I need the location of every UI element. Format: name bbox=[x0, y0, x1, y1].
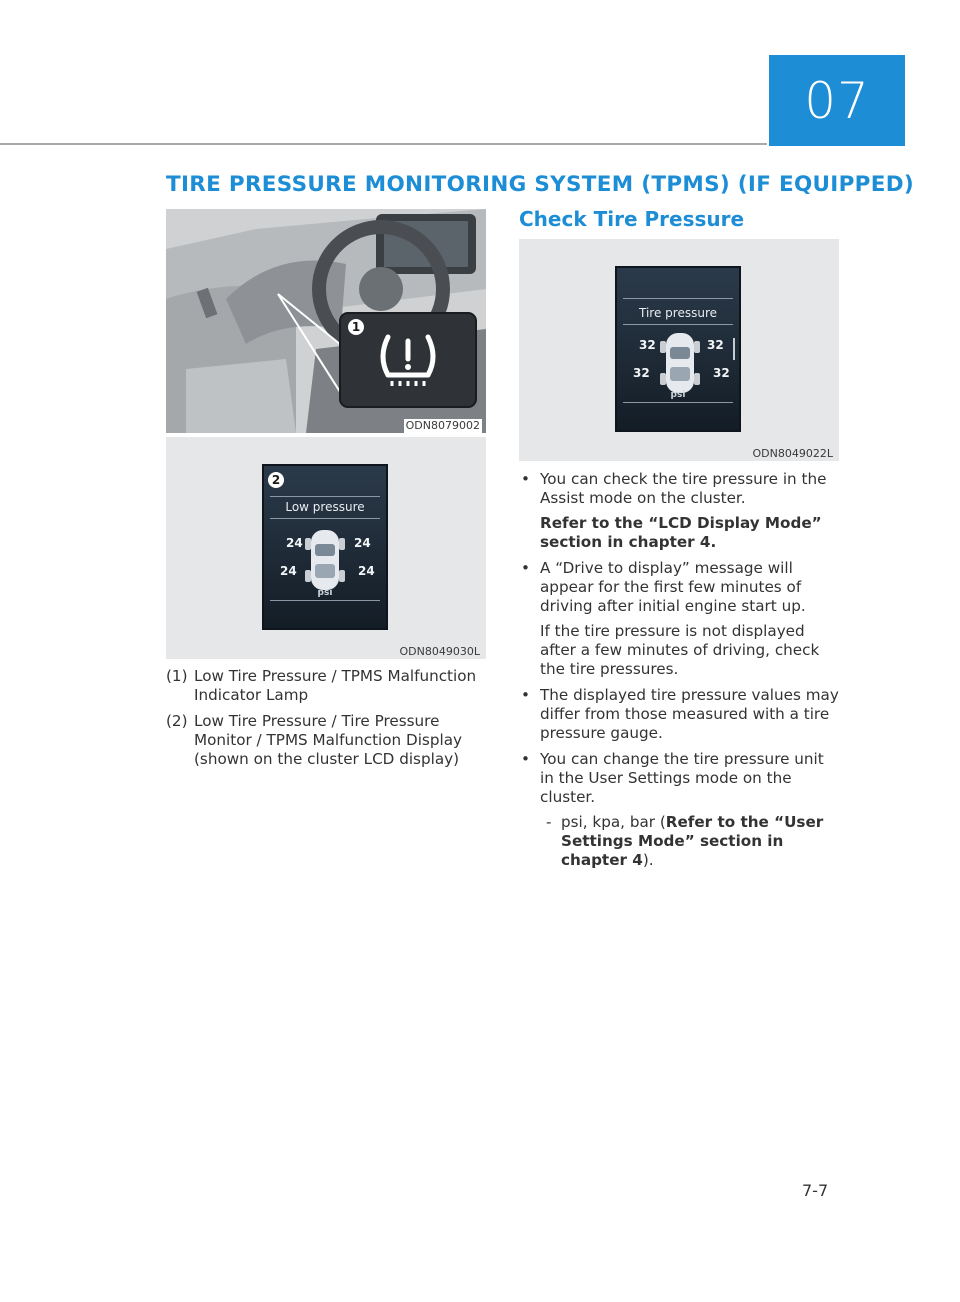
chapter-number-tab: 07 bbox=[769, 55, 905, 146]
list-item bbox=[519, 470, 841, 552]
tire-value-rear-right: 32 bbox=[713, 366, 730, 380]
tire-value-front-right: 32 bbox=[707, 338, 724, 352]
screen-divider bbox=[270, 600, 380, 601]
sub-text-reference: Refer to the “User Settings Mode” section in chapter 4 bbox=[561, 813, 824, 869]
dash-marker: - bbox=[546, 813, 552, 831]
tpms-bullet-list bbox=[519, 470, 841, 877]
bullet-text: The displayed tire pressure values may differ from those measured with a tire pressure gauge. bbox=[540, 686, 839, 742]
screen-divider bbox=[623, 298, 733, 299]
bullet-marker: • bbox=[521, 470, 530, 488]
bullet-marker: • bbox=[521, 686, 530, 704]
car-top-view-icon bbox=[660, 331, 700, 395]
low-pressure-figure bbox=[166, 437, 486, 659]
bullet-text: You can check the tire pressure in the Assist mode on the cluster. bbox=[540, 470, 827, 507]
pressure-unit: psi bbox=[670, 390, 686, 400]
list-item bbox=[166, 667, 490, 705]
screen-divider bbox=[623, 324, 733, 325]
bullet-marker: • bbox=[521, 750, 530, 768]
list-text: Low Tire Pressure / TPMS Malfunction Indicator Lamp bbox=[194, 667, 477, 704]
section-title: TIRE PRESSURE MONITORING SYSTEM (TPMS) (IF EQUIPPED) bbox=[166, 172, 914, 197]
screen-divider bbox=[270, 518, 380, 519]
callout-badge-2: 2 bbox=[268, 472, 284, 488]
bullet-note: If the tire pressure is not displayed after a few minutes of driving, check the tire pressures. bbox=[540, 622, 820, 678]
screen-title: Tire pressure bbox=[639, 306, 717, 320]
list-marker: (2) bbox=[166, 712, 188, 730]
pressure-unit: psi bbox=[317, 588, 333, 598]
header-rule bbox=[0, 143, 767, 145]
sub-list-item bbox=[540, 813, 841, 870]
car-top-view-icon bbox=[305, 528, 345, 592]
dashboard-figure bbox=[166, 209, 486, 433]
figure-caption: ODN8049030L bbox=[399, 645, 480, 658]
list-item bbox=[166, 712, 490, 769]
page-number: 7-7 bbox=[802, 1181, 829, 1200]
screen-divider bbox=[270, 496, 380, 497]
tire-value-rear-left: 32 bbox=[633, 366, 650, 380]
figure-caption: ODN8079002 bbox=[405, 419, 480, 432]
list-item bbox=[519, 686, 841, 743]
dashboard-illustration bbox=[166, 209, 486, 433]
indicator-legend-list bbox=[166, 667, 490, 776]
list-marker: (1) bbox=[166, 667, 188, 685]
tire-value-front-right: 24 bbox=[354, 536, 371, 550]
list-item bbox=[519, 559, 841, 679]
tire-pressure-figure bbox=[519, 239, 839, 461]
tire-value-rear-left: 24 bbox=[280, 564, 297, 578]
cluster-lcd-screen bbox=[262, 464, 388, 630]
cluster-lcd-screen bbox=[615, 266, 741, 432]
bullet-text: You can change the tire pressure unit in the User Settings mode on the cluster. bbox=[540, 750, 824, 806]
bullet-note: Refer to the “LCD Display Mode” section in chapter 4. bbox=[540, 514, 822, 551]
subsection-heading: Check Tire Pressure bbox=[519, 207, 745, 231]
scroll-indicator bbox=[733, 338, 735, 360]
bullet-marker: • bbox=[521, 559, 530, 577]
screen-title: Low pressure bbox=[285, 500, 365, 514]
tire-value-front-left: 24 bbox=[286, 536, 303, 550]
sub-text-prefix: psi, kpa, bar ( bbox=[561, 813, 666, 831]
tire-value-rear-right: 24 bbox=[358, 564, 375, 578]
screen-divider bbox=[623, 402, 733, 403]
callout-badge-1: 1 bbox=[348, 319, 364, 335]
figure-caption: ODN8049022L bbox=[752, 447, 833, 460]
list-item bbox=[519, 750, 841, 870]
sub-text-suffix: ). bbox=[642, 851, 654, 869]
tire-value-front-left: 32 bbox=[639, 338, 656, 352]
bullet-text: A “Drive to display” message will appear for the first few minutes of driving after initial engine start up. bbox=[540, 559, 806, 615]
list-text: Low Tire Pressure / Tire Pressure Monitor / TPMS Malfunction Display (shown on the cluster LCD display) bbox=[194, 712, 462, 768]
